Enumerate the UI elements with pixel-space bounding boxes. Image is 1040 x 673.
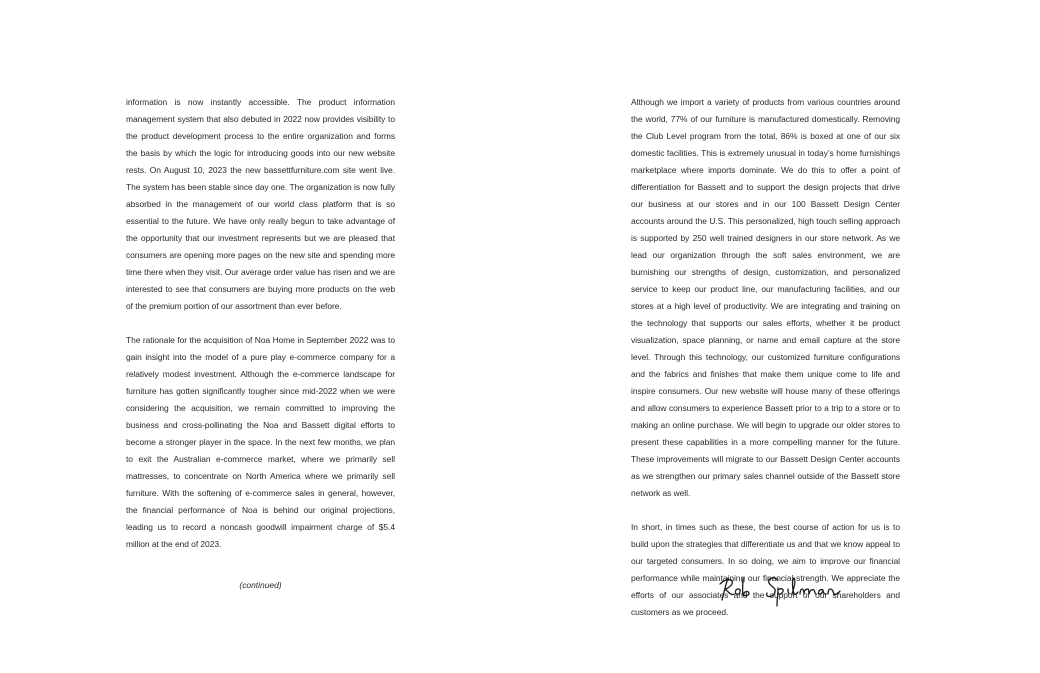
left-column (126, 94, 395, 570)
left-paragraph-2: The rationale for the acquisition of Noa Home in September 2022 was to gain insight into the model of a pure play e-commerce company for a relatively modest investment. Although the e-commerce landscape for furniture has gotten significantly tougher since mid-2022 when we were considering the acquisition, we remain committed to improving the business and cross-pollinating the Noa and Bassett digital efforts to become a stronger player in the space. In the next few months, we plan to exit the Australian e-commerce market, where we primarily sell mattresses, to concentrate on North America where we primarily sell furniture. With the softening of e-commerce sales in general, however, the financial performance of Noa is behind our original projections, leading us to record a noncash goodwill impairment charge of $5.4 million at the end of 2023. (126, 335, 395, 549)
signature (712, 570, 852, 610)
left-paragraph-1: information is now instantly accessible. The product information management system that also debuted in 2022 now provides visibility to the product development process to the entire organization and forms the basis by which the logic for introducing goods into our new website rests. On August 10, 2023 the new bassettfurniture.com site went live. The system has been stable since day one. The organization is now fully absorbed in the management of our world class platform that is so essential to the future. We have only really begun to take advantage of the opportunity that our investment represents but we are pleased that consumers are opening more pages on the new site and spending more time there when they visit. Our average order value has risen and we are interested to see that consumers are buying more products on the web of the premium portion of our assortment than ever before. (126, 97, 395, 311)
right-paragraph-1: Although we import a variety of products from various countries around the world, 77% of our furniture is manufactured domestically. Removing the Club Level program from the total, 86% is boxed at one of our six domestic facilities. This is extremely unusual in today’s home furnishings marketplace where imports dominate. We do this to offer a point of differentiation for Bassett and to support the design projects that drive our business at our stores and in our 100 Bassett Design Center accounts around the U.S. This personalized, high touch selling approach is supported by 250 well trained designers in our store network. As we lead our organization through the soft sales environment, we are burnishing our strengths of design, customization, and personalized service to keep our product line, our manufacturing facilities, and our stores at a high level of productivity. We are integrating and training on the technology that supports our sales efforts, whether it be product visualization, space planning, or name and email capture at the store level. Through this technology, our customized furniture configurations and the fabrics and finishes that make them unique come to life and inspire consumers. Our new website will house many of these offerings and allow consumers to experience Bassett prior to a trip to a store or to making an online purchase. We will begin to upgrade our older stores to present these capabilities in a more compelling manner for the future. These improvements will migrate to our Bassett Design Center accounts as we strengthen our primary sales channel outside of the Bassett store network as well. (631, 97, 900, 498)
right-paragraph-2: In short, in times such as these, the best course of action for us is to build upon the strategies that differentiate us and that we know appeal to our targeted consumers. In so doing, we aim to improve our financial performance while maintaining our financial strength. We appreciate the efforts of our associates and the support of our shareholders and customers as we proceed. (631, 522, 900, 617)
right-column (631, 94, 900, 638)
continued-label: (continued) (239, 580, 282, 590)
